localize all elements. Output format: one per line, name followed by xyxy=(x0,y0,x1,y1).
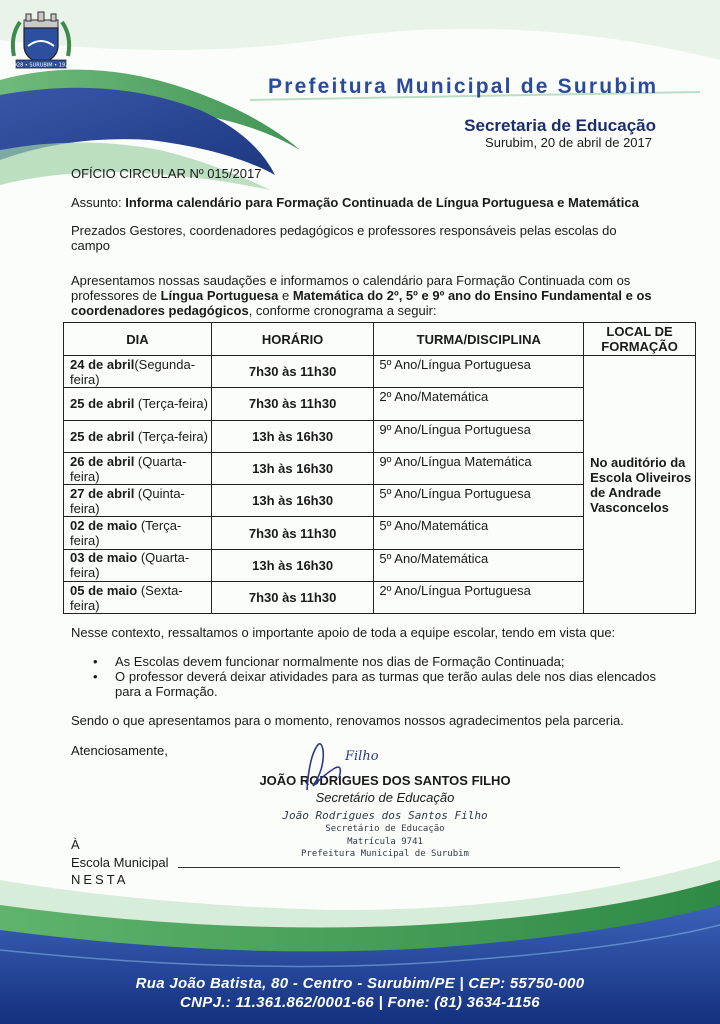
schedule-table xyxy=(63,322,696,614)
cell-dia-date: 25 de abril xyxy=(70,428,135,444)
cell-dia-weekday: (Terça-feira) xyxy=(70,518,182,549)
cell-dia-date: 27 de abril xyxy=(70,485,135,501)
cell-dia-weekday: (Segunda-feira) xyxy=(70,356,196,387)
cell-local: No auditório da Escola Oliveiros de Andrade Vasconcelos xyxy=(584,356,696,614)
signer-name: JOÃO RODRIGUES DOS SANTOS FILHO xyxy=(259,773,511,788)
cell-dia xyxy=(64,452,212,484)
stamp-matricula: Matrícula 9741 xyxy=(347,837,423,847)
intro-part-3: , conforme cronograma a seguir: xyxy=(248,303,437,318)
cell-dia-date: 24 de abril xyxy=(70,356,135,372)
cell-dia-weekday: (Terça-feira) xyxy=(134,428,208,444)
cell-horario: 7h30 às 11h30 xyxy=(211,582,374,614)
handwritten-signature xyxy=(295,738,415,798)
cell-dia-weekday: (Quarta-feira) xyxy=(70,550,190,581)
cell-turma: 5º Ano/Língua Portuguesa xyxy=(374,485,584,517)
coat-of-arms-logo xyxy=(6,6,76,76)
cell-dia-date: 02 de maio xyxy=(70,518,138,534)
valediction: Atenciosamente, xyxy=(71,743,168,758)
cell-turma: 2º Ano/Língua Portuguesa xyxy=(374,582,584,614)
address-blank-line xyxy=(178,867,620,868)
cell-dia xyxy=(64,388,212,420)
prefeitura-title: Prefeitura Municipal de Surubim xyxy=(268,75,659,98)
address-escola: Escola Municipal xyxy=(71,855,169,870)
subject-label: Assunto: xyxy=(71,195,126,210)
date-line: Surubim, 20 de abril de 2017 xyxy=(485,135,652,150)
cell-dia xyxy=(64,517,212,549)
cell-horario: 7h30 às 11h30 xyxy=(211,356,374,388)
cell-dia-weekday: (Terça-feira) xyxy=(134,396,208,412)
subject-line xyxy=(71,195,655,210)
cell-horario: 7h30 às 11h30 xyxy=(211,517,374,549)
footer-address: Rua João Batista, 80 - Centro - Surubim/PE | CEP: 55750-000 xyxy=(135,975,585,992)
cell-dia xyxy=(64,582,212,614)
bullet-list xyxy=(93,654,656,699)
table-header-row xyxy=(64,323,696,356)
oficio-number: OFÍCIO CIRCULAR Nº 015/2017 xyxy=(71,166,262,181)
cell-dia-date: 25 de abril xyxy=(70,396,135,412)
cell-dia-date: 26 de abril xyxy=(70,453,135,469)
cell-dia-weekday: (Quarta-feira) xyxy=(70,453,187,484)
address-a: À xyxy=(71,837,80,852)
cell-turma: 9º Ano/Língua Portuguesa xyxy=(374,420,584,452)
logo-ribbon-text: 1928 • SURUBIM • 1928 xyxy=(10,62,72,69)
cell-dia xyxy=(64,549,212,581)
stamp-prefeitura: Prefeitura Municipal de Surubim xyxy=(301,849,469,859)
secretaria-title: Secretaria de Educação xyxy=(464,116,656,135)
cell-horario: 7h30 às 11h30 xyxy=(211,388,374,420)
intro-part-2: e xyxy=(278,288,293,303)
cell-dia xyxy=(64,485,212,517)
intro-part-1: Apresentamos nossas saudações e informamos o calendário para Formação Continuada com os professores de xyxy=(71,273,631,303)
cell-horario: 13h às 16h30 xyxy=(211,485,374,517)
cell-turma: 5º Ano/Matemática xyxy=(374,517,584,549)
cell-dia-weekday: (Sexta-feira) xyxy=(70,582,183,613)
closing-paragraph: Sendo o que apresentamos para o momento, renovamos nossos agradecimentos pela parceria. xyxy=(71,713,624,728)
intro-paragraph xyxy=(71,273,655,318)
cell-horario: 13h às 16h30 xyxy=(211,549,374,581)
bullet-item: • O professor deverá deixar atividades para as turmas que terão aulas dele nos dias elencados para a Formação. xyxy=(93,669,656,699)
bullet-item: • As Escolas devem funcionar normalmente nos dias de Formação Continuada; xyxy=(93,654,656,669)
cell-turma: 9º Ano/Língua Matemática xyxy=(374,452,584,484)
intro-bold-1: Língua Portuguesa xyxy=(160,288,279,303)
header-horario: HORÁRIO xyxy=(211,323,374,356)
cell-horario: 13h às 16h30 xyxy=(211,420,374,452)
cell-dia xyxy=(64,420,212,452)
header-turma: TURMA/DISCIPLINA xyxy=(374,323,584,356)
cell-turma: 5º Ano/Língua Portuguesa xyxy=(374,356,584,388)
address-nesta: NESTA xyxy=(71,872,129,887)
signer-role: Secretário de Educação xyxy=(315,790,455,805)
cell-dia xyxy=(64,356,212,388)
cell-dia-date: 03 de maio xyxy=(70,550,138,566)
table-row xyxy=(64,356,696,388)
header-local: LOCAL DE FORMAÇÃO xyxy=(584,323,696,356)
cell-turma: 2º Ano/Matemática xyxy=(374,388,584,420)
stamp-name: João Rodrigues dos Santos Filho xyxy=(282,809,488,822)
cell-horario: 13h às 16h30 xyxy=(211,452,374,484)
footer-cnpj: CNPJ.: 11.361.862/0001-66 | Fone: (81) 3634-1156 xyxy=(180,994,540,1011)
cell-turma: 5º Ano/Matemática xyxy=(374,549,584,581)
greeting: Prezados Gestores, coordenadores pedagógicos e professores responsáveis pelas escolas do campo xyxy=(71,223,617,253)
stamp-role: Secretário de Educação xyxy=(325,824,445,834)
signature-scribble: Filho xyxy=(345,749,379,764)
subject-text: Informa calendário para Formação Continuada de Língua Portuguesa e Matemática xyxy=(125,195,639,210)
context-paragraph: Nesse contexto, ressaltamos o importante apoio de toda a equipe escolar, tendo em vista que: xyxy=(71,625,616,640)
header-dia: DIA xyxy=(64,323,212,356)
cell-dia-date: 05 de maio xyxy=(70,582,138,598)
cell-dia-weekday: (Quinta-feira) xyxy=(70,485,185,516)
intro-bold-2: Matemática do 2º, 5º e 9º ano do Ensino Fundamental e os coordenadores pedagógicos xyxy=(71,288,652,318)
